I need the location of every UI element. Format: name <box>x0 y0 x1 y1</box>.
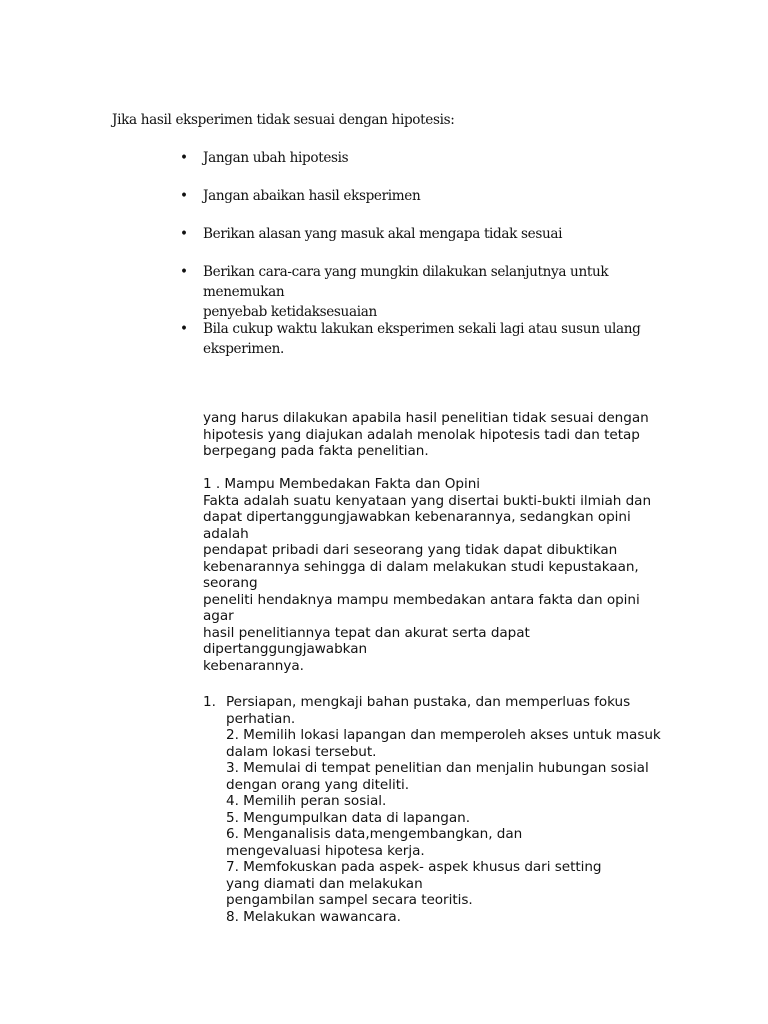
numbered-list-body <box>226 694 686 925</box>
bullet-text <box>203 319 668 359</box>
list-line: pengambilan sampel secara teoritis. <box>226 892 473 908</box>
text-line: Fakta adalah suatu kenyataan yang disertai bukti-bukti ilmiah dan <box>203 492 652 509</box>
text-line: yang harus dilakukan apabila hasil penelitian tidak sesuai dengan <box>203 410 649 426</box>
bullet-icon: • <box>180 226 188 242</box>
list-number: 1. <box>203 694 216 710</box>
bullet-line: Berikan alasan yang masuk akal mengapa tidak sesuai <box>203 226 563 242</box>
text-line: dapat dipertanggungjawabkan kebenarannya, sedangkan opini <box>203 509 631 525</box>
bullet-line: Jangan abaikan hasil eksperimen <box>203 188 421 204</box>
list-line: mengevaluasi hipotesa kerja. <box>226 842 425 859</box>
list-line: yang diamati dan melakukan <box>226 875 423 892</box>
text-line: agar <box>203 608 234 624</box>
list-line: 7. Memfokuskan pada aspek- aspek khusus dari setting <box>226 859 602 875</box>
bullet-icon: • <box>180 264 188 280</box>
list-line: perhatian. <box>226 710 296 727</box>
list-line: 6. Menganalisis data,mengembangkan, dan <box>226 826 523 842</box>
list-line: 8. Melakukan wawancara. <box>226 908 401 925</box>
text-line: hasil penelitiannya tepat dan akurat serta dapat <box>203 624 530 641</box>
text-line: seorang <box>203 575 258 591</box>
bullet-line: penyebab ketidaksesuaian <box>203 304 377 320</box>
bullet-text <box>203 262 668 322</box>
bullet-line: Jangan ubah hipotesis <box>203 150 349 166</box>
text-line: peneliti hendaknya mampu membedakan antara fakta dan opini <box>203 591 640 608</box>
list-line: dalam lokasi tersebut. <box>226 743 377 760</box>
text-line: dipertanggungjawabkan <box>203 641 368 657</box>
intro-heading: Jika hasil eksperimen tidak sesuai dengan hipotesis: <box>112 112 455 128</box>
bullet-icon: • <box>180 150 188 166</box>
text-line: berpegang pada fakta penelitian. <box>203 443 429 459</box>
bullet-text <box>203 148 668 168</box>
list-line: 2. Memilih lokasi lapangan dan memperoleh akses untuk masuk <box>226 727 661 743</box>
bullet-text <box>203 186 668 206</box>
bullet-text <box>203 224 668 244</box>
bullet-line: Berikan cara-cara yang mungkin dilakukan selanjutnya untuk menemukan <box>203 264 609 300</box>
text-line: pendapat pribadi dari seseorang yang tidak dapat dibuktikan <box>203 542 618 558</box>
list-line: 3. Memulai di tempat penelitian dan menjalin hubungan sosial <box>226 760 649 776</box>
list-line: 4. Memilih peran sosial. <box>226 793 387 809</box>
list-line: 5. Mengumpulkan data di lapangan. <box>226 809 471 826</box>
paragraph-fakta-opini <box>203 476 678 674</box>
text-line: 1 . Mampu Membedakan Fakta dan Opini <box>203 476 481 492</box>
bullet-line: eksperimen. <box>203 341 285 357</box>
list-line: Persiapan, mengkaji bahan pustaka, dan memperluas fokus <box>226 694 631 710</box>
paragraph-conclusion <box>203 410 678 460</box>
text-line: kebenarannya sehingga di dalam melakukan studi kepustakaan, <box>203 558 639 575</box>
list-line: dengan orang yang diteliti. <box>226 776 409 793</box>
text-line: kebenarannya. <box>203 657 304 674</box>
text-line: adalah <box>203 525 249 542</box>
text-line: hipotesis yang diajukan adalah menolak hipotesis tadi dan tetap <box>203 426 640 443</box>
bullet-icon: • <box>180 321 188 337</box>
bullet-line: Bila cukup waktu lakukan eksperimen sekali lagi atau susun ulang <box>203 321 641 337</box>
bullet-icon: • <box>180 188 188 204</box>
